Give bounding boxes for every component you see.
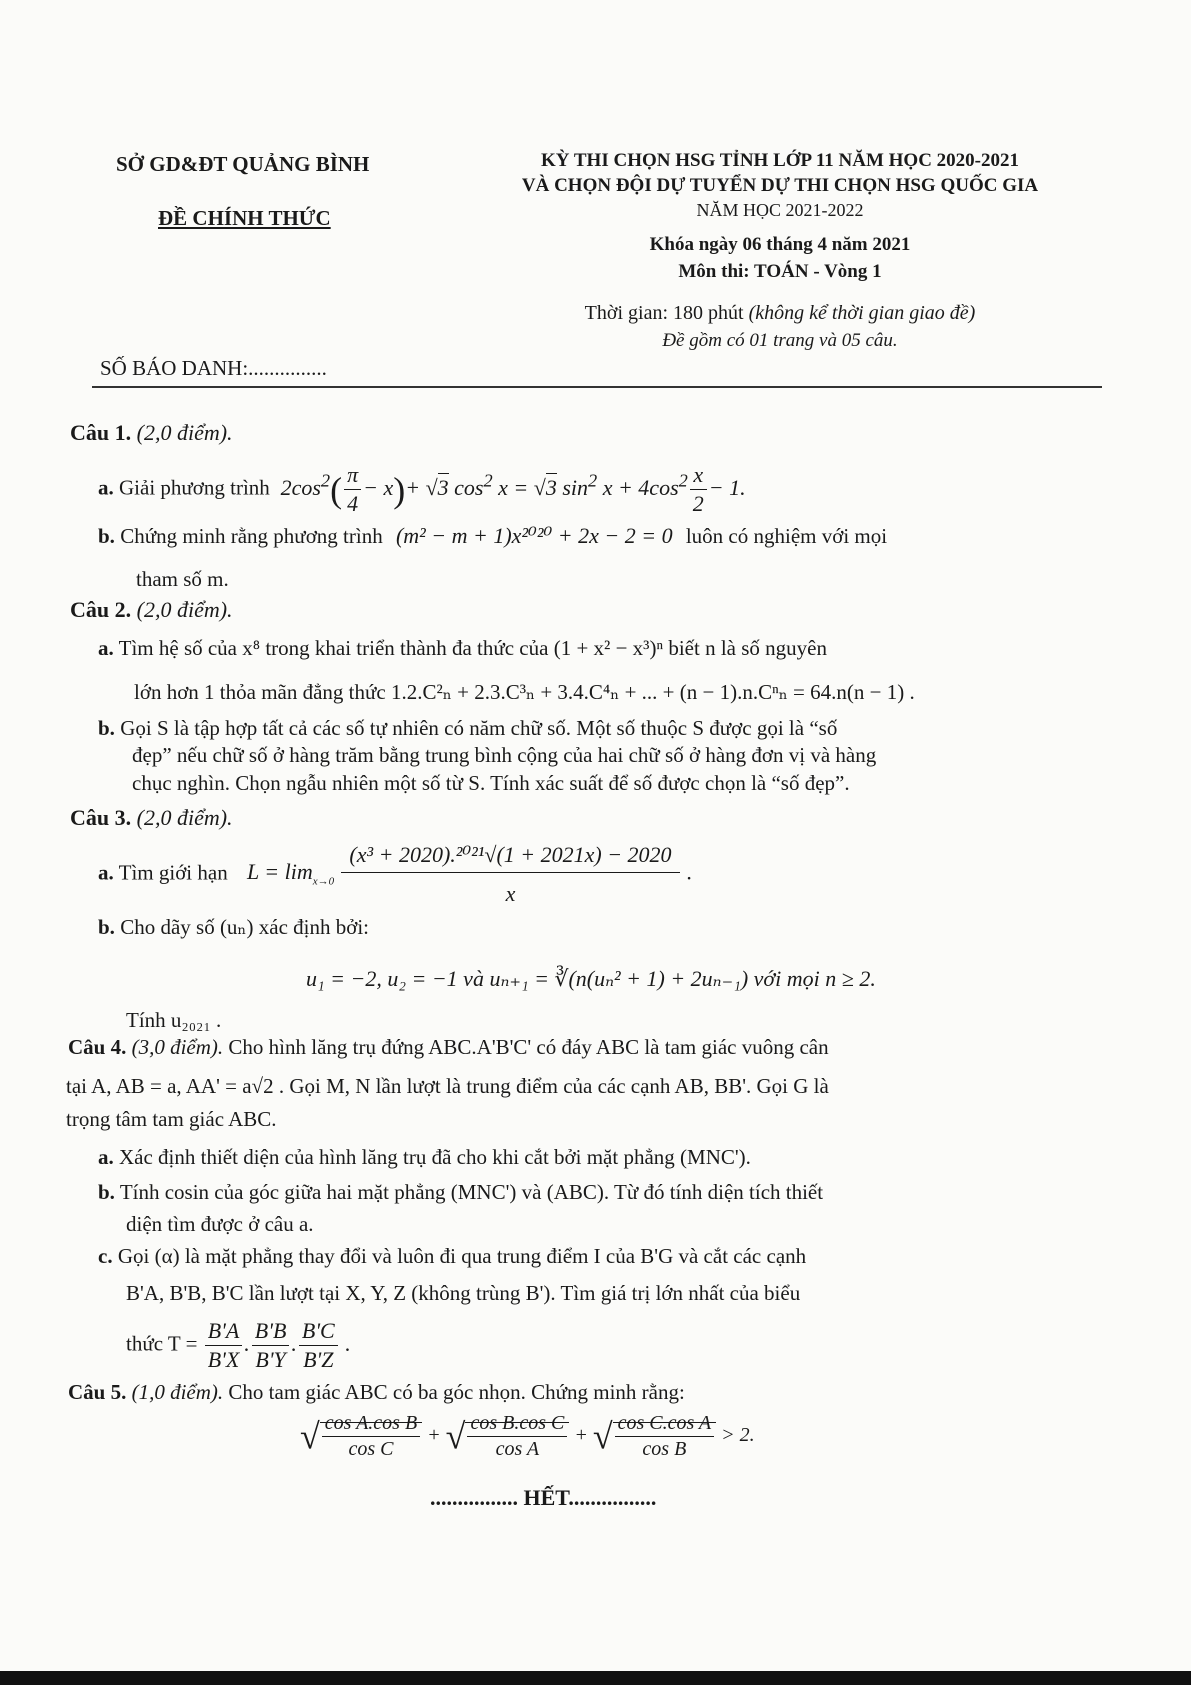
q1-heading: [70, 420, 233, 446]
q3a: a. Tìm giới hạn $L = \lim_{x\to 0}$ $\frac{\text{(x³ + 2020).²⁰²¹√(1 + 2021x) − 2020}}{x}$ .: [98, 842, 693, 906]
q4-points: (3,0 điểm).: [131, 1035, 224, 1059]
q2b-text1: Gọi S là tập hợp tất cả các số tự nhiên có năm chữ số. Một số thuộc S được gọi là “số: [120, 716, 838, 740]
q4b-line1: [98, 1180, 823, 1205]
q4c-label: c.: [98, 1244, 113, 1268]
header-divider: [92, 386, 1102, 388]
exam-time: [460, 302, 1100, 325]
q2a-label: a.: [98, 636, 114, 660]
pages-note: Đề gồm có 01 trang và 05 câu.: [662, 330, 898, 351]
q3-heading: [70, 805, 233, 831]
q1-title: Câu 1.: [70, 420, 132, 445]
q2b-line1: [98, 716, 837, 741]
q1a: [98, 462, 746, 517]
q3b-line1: [98, 915, 369, 940]
q3b-label: b.: [98, 915, 115, 939]
q4-intro-line3: trọng tâm tam giác ABC.: [66, 1107, 277, 1131]
q3a-limit: $L = \lim_{x\to 0}$: [246, 859, 335, 888]
exam-subject: Môn thi: TOÁN - Vòng 1: [678, 261, 882, 282]
q4b-label: b.: [98, 1180, 115, 1204]
q1-points: (2,0 điểm).: [136, 420, 233, 445]
q4-intro1: Cho hình lăng trụ đứng ABC.A'B'C' có đáy ABC là tam giác vuông cân: [228, 1035, 829, 1059]
q1a-equation: $2\cos^2$( $\frac{\pi}{4}$ − x)+ √3 $\cos^2 x = √3$ $\sin^2 x + 4\cos^2$ $\frac{x}{2}$ − 1.: [275, 462, 746, 516]
q5-title: Câu 5.: [68, 1380, 127, 1404]
q3b-definition: u₁ = −2, u₂ = −1 và uₙ₊₁ = ∛(n(uₙ² + 1) + 2uₙ₋₁) với mọi n ≥ 2.: [306, 966, 876, 991]
q1a-text: Giải phương trình: [119, 475, 270, 500]
q2a-text1: Tìm hệ số của x⁸ trong khai triển thành đa thức của (1 + x² − x³)ⁿ biết n là số nguyên: [118, 636, 827, 660]
official-label: ĐỀ CHÍNH THỨC: [158, 206, 331, 230]
q4b-text1: Tính cosin của góc giữa hai mặt phẳng (MNC') và (ABC). Từ đó tính diện tích thiết: [119, 1180, 824, 1204]
q2b-line3: chục nghìn. Chọn ngẫu nhiên một số từ S. Tính xác suất để số được chọn là “số đẹp”.: [132, 771, 850, 795]
q4c-text3: thức T =: [126, 1331, 198, 1356]
q1b-line1: [98, 523, 887, 549]
exam-title-line2: VÀ CHỌN ĐỘI DỰ TUYỂN DỰ THI CHỌN HSG QUỐC GIA: [521, 175, 1039, 196]
q3a-fraction: [341, 842, 679, 907]
q4c-expression: $\frac{B'A}{B'X}$ . $\frac{B'B}{B'Y}$ . $\frac{B'C}{B'Z}$ .: [203, 1331, 351, 1356]
q3-title: Câu 3.: [70, 805, 132, 830]
end-marker: ................ HẾT................: [430, 1485, 657, 1510]
q2b-label: b.: [98, 716, 115, 740]
q2b-line2: đẹp” nếu chữ số ở hàng trăm bằng trung bình cộng của hai chữ số ở hàng đơn vị và hàng: [132, 743, 877, 767]
q4-title: Câu 4.: [68, 1035, 127, 1059]
q4c-text1: Gọi (α) là mặt phẳng thay đổi và luôn đi qua trung điểm I của B'G và cắt các cạnh: [117, 1244, 807, 1268]
q4c-line1: [98, 1244, 806, 1269]
q4a: [98, 1145, 751, 1170]
q4c-line2: B'A, B'B, B'C lần lượt tại X, Y, Z (không trùng B'). Tìm giá trị lớn nhất của biểu: [126, 1281, 801, 1305]
q4-intro-line2: tại A, AB = a, AA' = a√2 . Gọi M, N lần lượt là trung điểm của các cạnh AB, BB'. Gọi G là: [66, 1074, 829, 1098]
q4-intro-line1: [68, 1035, 829, 1060]
q1b-tail: luôn có nghiệm với mọi: [685, 524, 888, 548]
q2-points: (2,0 điểm).: [136, 597, 233, 622]
q1b-equation: (m² − m + 1)x²⁰²⁰ + 2x − 2 = 0: [395, 523, 673, 548]
q3a-numerator: (x³ + 2020).²⁰²¹√(1 + 2021x) − 2020: [341, 842, 679, 873]
q3b-ask: Tính u₂₀₂₁ .: [126, 1008, 222, 1032]
time-label: Thời gian: 180 phút: [584, 302, 744, 324]
q2-title: Câu 2.: [70, 597, 132, 622]
q4c-line3: [126, 1318, 351, 1373]
exam-title-line3: NĂM HỌC 2021-2022: [696, 200, 864, 220]
q1b-text: Chứng minh rằng phương trình: [120, 524, 383, 548]
q3a-denominator: x: [505, 881, 516, 906]
scan-bottom-edge: [0, 1671, 1191, 1685]
exam-date: Khóa ngày 06 tháng 4 năm 2021: [649, 234, 911, 255]
q3a-label: a.: [98, 860, 114, 885]
q2-heading: [70, 597, 233, 623]
q3b-text: Cho dãy số (uₙ) xác định bởi:: [120, 915, 370, 939]
q1b-line2: tham số m.: [136, 567, 229, 591]
time-note: (không kể thời gian giao đề): [748, 302, 976, 324]
q1a-label: a.: [98, 475, 114, 500]
q1b-label: b.: [98, 524, 115, 548]
q2a-line1: [98, 636, 827, 661]
q5-line: [68, 1380, 685, 1405]
q5-inequality: √ $\frac{\text{cos A.cos B}}{\text{cos C}}$ + √ $\frac{\text{cos B.cos C}}{\text{cos A}}$ + √ $\frac{\text{cos C.cos A}}{\text{cos B}}$ > 2.: [300, 1412, 755, 1460]
q3-points: (2,0 điểm).: [136, 805, 233, 830]
q4a-text: Xác định thiết diện của hình lăng trụ đã cho khi cắt bởi mặt phẳng (MNC').: [119, 1145, 751, 1169]
q2a-line2: lớn hơn 1 thỏa mãn đẳng thức 1.2.C²ₙ + 2.3.C³ₙ + 3.4.C⁴ₙ + ... + (n − 1).n.Cⁿₙ = 64.n(n − 1) .: [134, 680, 915, 704]
q4a-label: a.: [98, 1145, 114, 1169]
exam-title-line1: KỲ THI CHỌN HSG TỈNH LỚP 11 NĂM HỌC 2020-2021: [540, 150, 1020, 171]
q5-points: (1,0 điểm).: [131, 1380, 224, 1404]
department-name: SỞ GD&ĐT QUẢNG BÌNH: [116, 152, 370, 176]
q3a-text: Tìm giới hạn: [118, 860, 228, 885]
candidate-number: SỐ BÁO DANH:...............: [100, 356, 327, 380]
q4b-line2: diện tìm được ở câu a.: [126, 1212, 314, 1236]
q5-text: Cho tam giác ABC có ba góc nhọn. Chứng minh rằng:: [228, 1380, 685, 1404]
